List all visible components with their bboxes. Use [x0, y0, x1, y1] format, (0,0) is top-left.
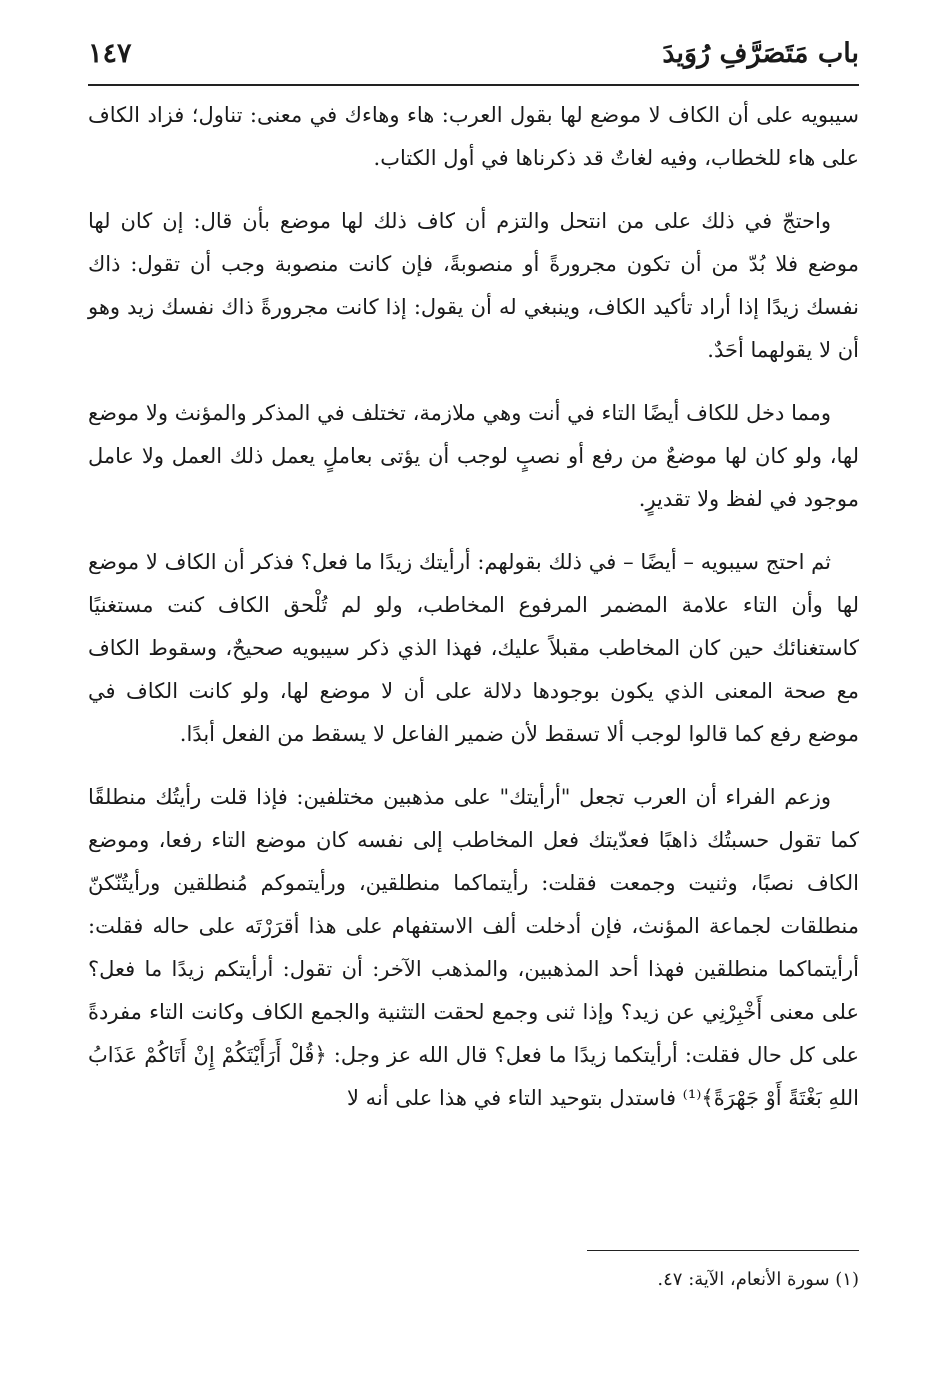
paragraph-3: ومما دخل للكاف أيضًا التاء في أنت وهي ملازمة، تختلف في المذكر والمؤنث ولا موضع لها، ولو كان لها موضعٌ من رفع أو نصبٍ لوجب أن يؤتى بعاملٍ يعمل ذلك العمل ولا عامل موجود في لفظ ولا تقديرٍ. [88, 401, 859, 511]
header-divider [88, 84, 859, 86]
footnote-divider [587, 1250, 859, 1251]
page-number: ١٤٧ [88, 37, 132, 69]
paragraph-4: ثم احتج سيبويه – أيضًا – في ذلك بقولهم: أرأيتك زيدًا ما فعل؟ فذكر أن الكاف لا موضع لها وأن التاء علامة المضمر المرفوع المخاطب، ولو لم تُلْحق الكاف كنت مستغنيًا كاستغنائك حين كان المخاطب مقبلاً عليك، فهذا الذي ذكر سيبويه صحيحٌ، وسقوط الكاف مع صحة المعنى الذي يكون بوجودها دلالة على أن لا موضع لها، ولو كانت الكاف في موضع رفع كما قالوا لوجب ألا تسقط لأن ضمير الفاعل لا يسقط من الفعل أبدًا. [88, 550, 859, 746]
footnote: (١) سورة الأنعام، الآية: ٤٧. [657, 1269, 859, 1290]
paragraph-2: واحتجّ في ذلك على من انتحل والتزم أن كاف ذلك لها موضع بأن قال: إن كان لها موضع فلا بُدّ من أن تكون مجرورةً أو منصوبةً، فإن كانت منصوبة وجب أن تقول: ذاك نفسك زيدًا إذا أراد تأكيد الكاف، وينبغي له أن يقول: إذا كانت مجرورةً ذاك نفسك زيد وهو أن لا يقولهما أحَدٌ. [88, 209, 859, 362]
paragraph-1: سيبويه على أن الكاف لا موضع لها بقول العرب: هاء وهاءك في معنى: تناول؛ فزاد الكاف على هاء للخطاب، وفيه لغاتٌ قد ذكرناها في أول الكتاب. [88, 103, 859, 170]
chapter-title: باب مَتَصَرَّفِ رُوَيدَ [662, 37, 859, 69]
running-header [88, 30, 859, 76]
main-text [88, 94, 859, 1140]
paragraph-5: وزعم الفراء أن العرب تجعل "أرأيتك" على مذهبين مختلفين: فإذا قلت رأيتُك منطلقًا كما تقول حسبتُك ذاهبًا فعدّيتك فعل المخاطب إلى نفسه كان موضع التاء رفعا، وموضع الكاف نصبًا، وثنيت وجمعت فقلت: رأيتماكما منطلقين، ورأيتموكم مُنطلقين ورأيتُنّكنّ منطلقات لجماعة المؤنث، فإن أدخلت ألف الاستفهام على هذا أقرَرْتَه على حاله فقلت: أرأيتماكما منطلقين فهذا أحد المذهبين، والمذهب الآخر: أن تقول: أرأيتكم زيدًا ما فعل؟ على معنى أَخْبِرْنِي عن زيد؟ وإذا ثنى وجمع لحقت التثنية والجمع الكاف وكانت التاء مفردةً على كل حال فقلت: أرأيتكما زيدًا ما فعل؟ قال الله عز وجل: ﴿قُلْ أَرَأَيْتَكُمْ إِنْ أَتَاكُمْ عَذَابُ اللهِ بَغْتَةً أَوْ جَهْرَةً﴾⁽¹⁾ فاستدل بتوحيد التاء في هذا على أنه لا [88, 785, 859, 1110]
